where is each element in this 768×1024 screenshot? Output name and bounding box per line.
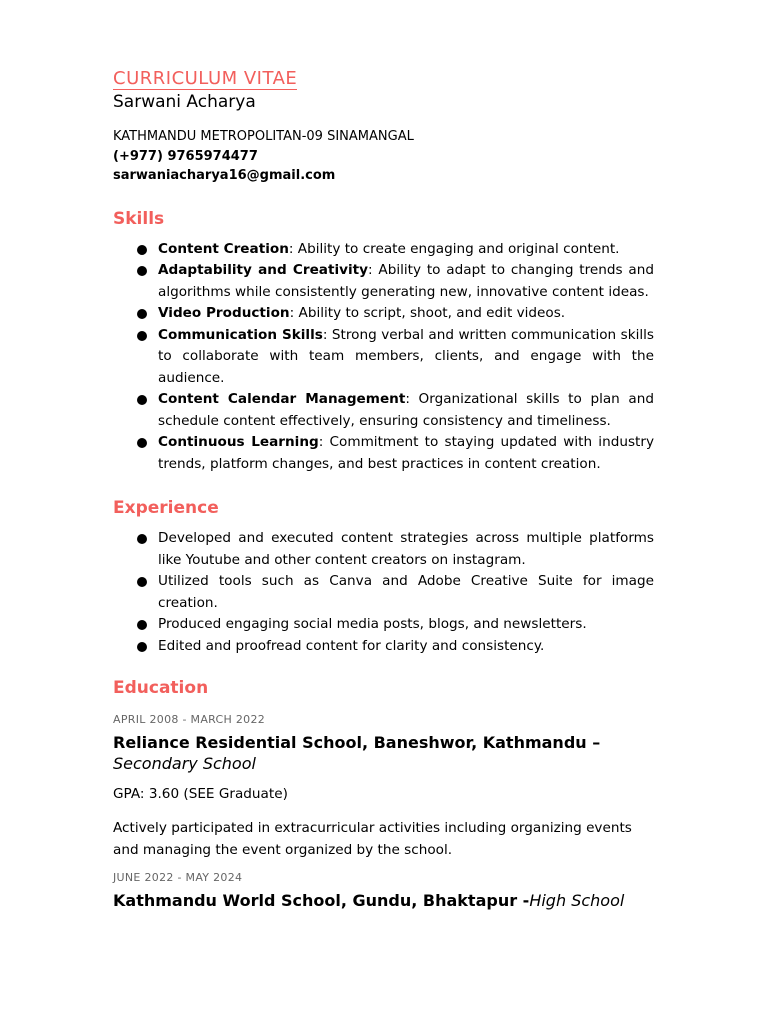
skill-label: Content Creation	[158, 240, 289, 257]
education-school	[113, 732, 654, 774]
activity-text: Actively participated in extracurricular activities including organizing events and managing the event organized by the school.	[113, 820, 632, 858]
school-separator: -	[517, 891, 530, 910]
school-name: Kathmandu World School, Gundu, Bhaktapur	[113, 891, 518, 910]
education-heading: Education	[113, 678, 209, 698]
candidate-name: Sarwani Acharya	[113, 92, 256, 112]
phone: (+977) 9765974477	[113, 148, 258, 164]
skill-text: : Commitment to staying updated with industry trends, platform changes, and best practices in content creation.	[158, 434, 654, 472]
experience-text: Utilized tools such as Canva and Adobe Creative Suite for image creation.	[158, 573, 654, 611]
experience-item	[113, 528, 654, 571]
skill-item	[113, 389, 654, 432]
skill-item	[113, 260, 654, 303]
skill-label: Adaptability and Creativity	[158, 262, 369, 278]
skills-heading: Skills	[113, 208, 165, 229]
bullet-icon	[137, 534, 147, 544]
bullet-icon	[137, 438, 147, 448]
experience-item	[113, 614, 654, 636]
bullet-icon	[137, 577, 147, 587]
bullet-icon	[137, 245, 147, 255]
degree-name: High School	[529, 891, 625, 910]
bullet-icon	[137, 266, 147, 276]
experience-item	[113, 571, 654, 614]
resume-page	[113, 68, 654, 911]
skill-item	[113, 325, 654, 390]
school-name: Reliance Residential School, Baneshwor, Kathmandu	[113, 733, 587, 752]
experience-item	[113, 636, 654, 658]
bullet-icon	[137, 331, 147, 341]
skill-text: : Organizational skills to plan and schedule content effectively, ensuring consistency and timeliness.	[158, 391, 654, 429]
education-school	[113, 890, 654, 911]
contact-block	[113, 127, 654, 186]
skill-label: Continuous Learning	[158, 434, 319, 450]
bullet-icon	[137, 395, 147, 405]
address: KATHMANDU METROPOLITAN-09 SINAMANGAL	[113, 129, 414, 144]
skill-label: Content Calendar Management	[158, 391, 406, 407]
skill-item	[113, 303, 654, 325]
email: sarwaniacharya16@gmail.com	[113, 168, 336, 183]
skill-item	[113, 239, 654, 261]
experience-list	[113, 528, 654, 657]
skills-list	[113, 239, 654, 476]
experience-heading: Experience	[113, 498, 219, 518]
education-entry	[113, 712, 654, 861]
experience-text: Developed and executed content strategies across multiple platforms like Youtube and other content creators on instagram.	[158, 530, 654, 568]
bullet-icon	[137, 620, 147, 630]
experience-text: Edited and proofread content for clarity and consistency.	[158, 637, 545, 654]
skill-item	[113, 432, 654, 475]
bullet-icon	[137, 309, 147, 319]
skill-text: : Ability to adapt to changing trends and algorithms while consistently generating new, innovative content ideas.	[158, 262, 654, 300]
degree-name: Secondary School	[113, 754, 256, 773]
skill-text: : Strong verbal and written communication skills to collaborate with team members, clients, and engage with the audience.	[158, 326, 654, 386]
education-entry	[113, 870, 654, 911]
skill-text: : Ability to create engaging and original content.	[288, 240, 620, 257]
experience-text: Produced engaging social media posts, blogs, and newsletters.	[158, 616, 587, 632]
skill-label: Communication Skills	[158, 326, 323, 343]
bullet-icon	[137, 642, 147, 652]
education-date: JUNE 2022 - MAY 2024	[113, 871, 243, 884]
school-separator: –	[586, 733, 601, 752]
cv-title: CURRICULUM VITAE	[113, 68, 298, 89]
education-date: APRIL 2008 - MARCH 2022	[113, 713, 266, 726]
skill-text: : Ability to script, shoot, and edit videos.	[289, 305, 566, 321]
gpa: GPA: 3.60 (SEE Graduate)	[113, 786, 288, 802]
skill-label: Video Production	[158, 305, 290, 321]
